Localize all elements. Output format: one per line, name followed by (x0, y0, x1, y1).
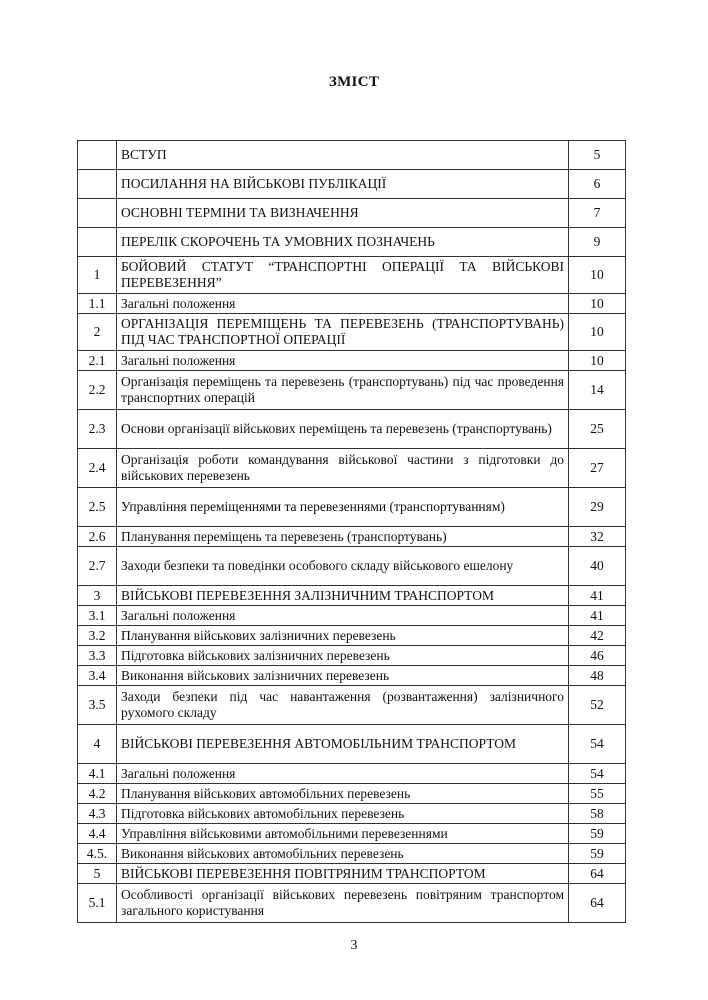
toc-number: 2.5 (78, 488, 117, 527)
toc-page: 52 (569, 686, 626, 725)
toc-title: БОЙОВИЙ СТАТУТ “ТРАНСПОРТНІ ОПЕРАЦІЇ ТА ВІЙСЬКОВІ ПЕРЕВЕЗЕННЯ” (117, 257, 569, 294)
toc-row (78, 884, 626, 923)
toc-page: 41 (569, 586, 626, 606)
toc-row (78, 449, 626, 488)
toc-title: Основи організації військових переміщень та перевезень (транспортувань) (117, 410, 569, 449)
toc-number (78, 141, 117, 170)
toc-row (78, 314, 626, 351)
toc-title: ПЕРЕЛІК СКОРОЧЕНЬ ТА УМОВНИХ ПОЗНАЧЕНЬ (117, 228, 569, 257)
toc-number: 2.6 (78, 527, 117, 547)
toc-page: 32 (569, 527, 626, 547)
toc-number: 4.4 (78, 824, 117, 844)
toc-number: 3.2 (78, 626, 117, 646)
toc-title: Заходи безпеки та поведінки особового складу військового ешелону (117, 547, 569, 586)
toc-row (78, 824, 626, 844)
toc-number: 4.1 (78, 764, 117, 784)
toc-page: 25 (569, 410, 626, 449)
toc-number: 3.4 (78, 666, 117, 686)
toc-title: ОСНОВНІ ТЕРМІНИ ТА ВИЗНАЧЕННЯ (117, 199, 569, 228)
toc-title: Організація роботи командування військової частини з підготовки до військових перевезень (117, 449, 569, 488)
toc-number: 3 (78, 586, 117, 606)
toc-row (78, 804, 626, 824)
toc-title: ВІЙСЬКОВІ ПЕРЕВЕЗЕННЯ ПОВІТРЯНИМ ТРАНСПОРТОМ (117, 864, 569, 884)
toc-title: ОРГАНІЗАЦІЯ ПЕРЕМІЩЕНЬ ТА ПЕРЕВЕЗЕНЬ (ТРАНСПОРТУВАНЬ) ПІД ЧАС ТРАНСПОРТНОЇ ОПЕРАЦІЇ (117, 314, 569, 351)
toc-number: 5.1 (78, 884, 117, 923)
toc-page: 29 (569, 488, 626, 527)
toc-number (78, 228, 117, 257)
page-title: ЗМІСТ (328, 74, 380, 90)
toc-page: 42 (569, 626, 626, 646)
toc-title: ПОСИЛАННЯ НА ВІЙСЬКОВІ ПУБЛІКАЦІЇ (117, 170, 569, 199)
toc-page: 64 (569, 864, 626, 884)
toc-number: 1 (78, 257, 117, 294)
toc-page: 58 (569, 804, 626, 824)
toc-page: 10 (569, 314, 626, 351)
page-number: 3 (350, 938, 358, 953)
toc-page: 14 (569, 371, 626, 410)
toc-row (78, 547, 626, 586)
toc-number: 2.1 (78, 351, 117, 371)
toc-row (78, 199, 626, 228)
toc-row (78, 784, 626, 804)
toc-title: Особливості організації військових перевезень повітряним транспортом загального користування (117, 884, 569, 923)
toc-row (78, 686, 626, 725)
toc-page: 10 (569, 351, 626, 371)
toc-number (78, 199, 117, 228)
toc-page: 40 (569, 547, 626, 586)
toc-number: 2.7 (78, 547, 117, 586)
toc-title: ВІЙСЬКОВІ ПЕРЕВЕЗЕННЯ ЗАЛІЗНИЧНИМ ТРАНСПОРТОМ (117, 586, 569, 606)
toc-page: 9 (569, 228, 626, 257)
toc-page: 27 (569, 449, 626, 488)
toc-row (78, 864, 626, 884)
toc-title: Підготовка військових автомобільних перевезень (117, 804, 569, 824)
toc-number: 2 (78, 314, 117, 351)
toc-row (78, 666, 626, 686)
toc-title: Планування переміщень та перевезень (транспортувань) (117, 527, 569, 547)
toc-page: 59 (569, 824, 626, 844)
toc-title: Планування військових залізничних перевезень (117, 626, 569, 646)
toc-title: Організація переміщень та перевезень (транспортувань) під час проведення транспортних операцій (117, 371, 569, 410)
toc-page: 55 (569, 784, 626, 804)
toc-page: 10 (569, 294, 626, 314)
toc-row (78, 764, 626, 784)
toc-row (78, 844, 626, 864)
toc-title: Управління військовими автомобільними перевезеннями (117, 824, 569, 844)
toc-page: 59 (569, 844, 626, 864)
toc-title: Планування військових автомобільних перевезень (117, 784, 569, 804)
toc-title: Виконання військових автомобільних перевезень (117, 844, 569, 864)
toc-page: 54 (569, 725, 626, 764)
toc-page: 54 (569, 764, 626, 784)
toc-row (78, 606, 626, 626)
toc-title: Загальні положення (117, 294, 569, 314)
toc-row (78, 257, 626, 294)
toc-row (78, 141, 626, 170)
toc-title: Підготовка військових залізничних перевезень (117, 646, 569, 666)
toc-page: 64 (569, 884, 626, 923)
toc-title: ВІЙСЬКОВІ ПЕРЕВЕЗЕННЯ АВТОМОБІЛЬНИМ ТРАНСПОРТОМ (117, 725, 569, 764)
toc-page: 6 (569, 170, 626, 199)
table-of-contents (77, 140, 626, 923)
toc-title: Загальні положення (117, 351, 569, 371)
toc-number: 2.2 (78, 371, 117, 410)
toc-title: Виконання військових залізничних перевезень (117, 666, 569, 686)
toc-title: Загальні положення (117, 764, 569, 784)
toc-number: 2.3 (78, 410, 117, 449)
toc-row (78, 294, 626, 314)
toc-page: 5 (569, 141, 626, 170)
toc-page: 10 (569, 257, 626, 294)
toc-number (78, 170, 117, 199)
toc-number: 3.1 (78, 606, 117, 626)
toc-row (78, 527, 626, 547)
toc-number: 4.5. (78, 844, 117, 864)
toc-title: ВСТУП (117, 141, 569, 170)
toc-number: 4.2 (78, 784, 117, 804)
toc-number: 2.4 (78, 449, 117, 488)
toc-row (78, 170, 626, 199)
toc-number: 3.3 (78, 646, 117, 666)
toc-page: 41 (569, 606, 626, 626)
toc-number: 4 (78, 725, 117, 764)
toc-number: 1.1 (78, 294, 117, 314)
toc-row (78, 228, 626, 257)
toc-page: 7 (569, 199, 626, 228)
toc-row (78, 351, 626, 371)
toc-row (78, 371, 626, 410)
toc-row (78, 488, 626, 527)
toc-title: Загальні положення (117, 606, 569, 626)
toc-row (78, 410, 626, 449)
toc-row (78, 646, 626, 666)
toc-row (78, 626, 626, 646)
toc-row (78, 586, 626, 606)
toc-number: 4.3 (78, 804, 117, 824)
toc-number: 5 (78, 864, 117, 884)
toc-title: Заходи безпеки під час навантаження (розвантаження) залізничного рухомого складу (117, 686, 569, 725)
toc-row (78, 725, 626, 764)
toc-page: 46 (569, 646, 626, 666)
toc-page: 48 (569, 666, 626, 686)
toc-title: Управління переміщеннями та перевезеннями (транспортуванням) (117, 488, 569, 527)
toc-number: 3.5 (78, 686, 117, 725)
